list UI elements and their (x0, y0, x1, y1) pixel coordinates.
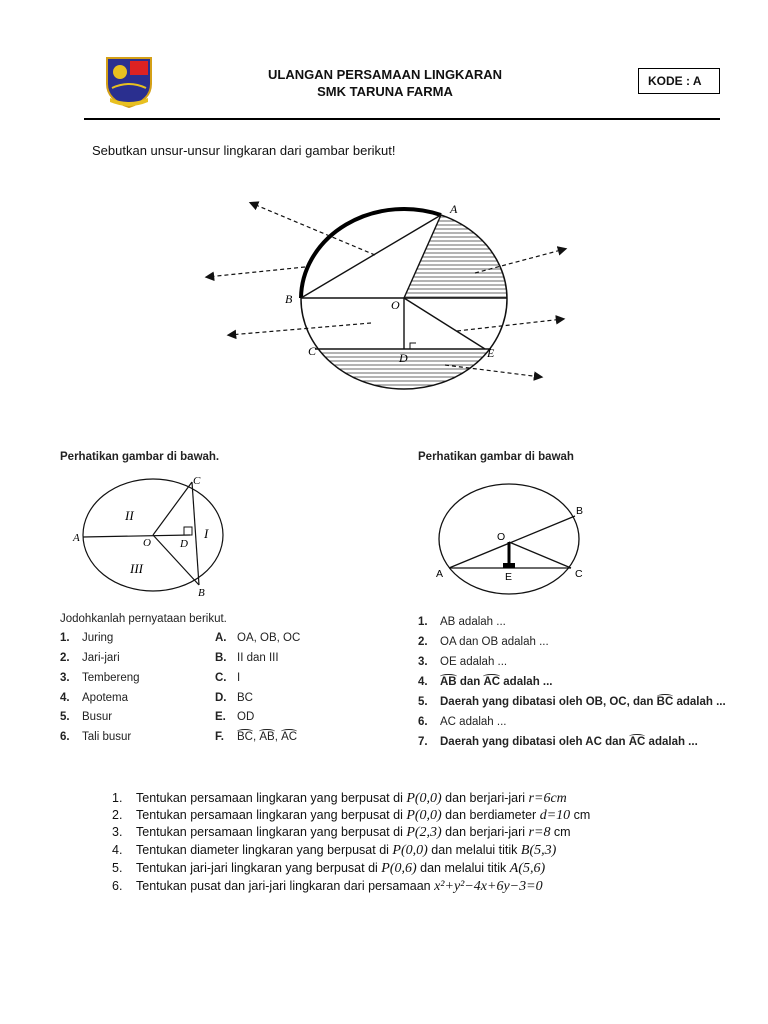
list-item: 1. AB adalah ... (418, 616, 506, 628)
region-label-1: I (204, 526, 209, 541)
list-item: 2. Jari-jari (60, 652, 120, 664)
list-item: 6. AC adalah ... (418, 716, 507, 728)
question-list (112, 790, 672, 900)
label-d: D (399, 351, 408, 365)
section2-instruction: Jodohkanlah pernyataan berikut. (60, 613, 227, 625)
list-item: D. BC (215, 692, 253, 704)
list-item: 6. Tali busur (60, 731, 132, 743)
label-b: B (285, 292, 293, 306)
section3-heading: Perhatikan gambar di bawah (418, 451, 574, 463)
label-b: B (198, 587, 205, 599)
list-item: 1. Juring (60, 632, 114, 644)
region-label-3: III (130, 561, 143, 576)
list-item: 4. AB dan AC adalah ... (418, 676, 553, 688)
question-item: 6. Tentukan pusat dan jari-jari lingkaran dari persamaan x²+y²−4x+6y−3=0 (112, 879, 543, 894)
label-d: D (180, 538, 188, 550)
section1-instruction: Sebutkan unsur-unsur lingkaran dari gambar berikut! (92, 143, 396, 158)
question-item: 1. Tentukan persamaan lingkaran yang berpusat di P(0,0) dan berjari-jari r=6cm (112, 791, 567, 806)
school-logo (104, 54, 154, 110)
exam-title: ULANGAN PERSAMAAN LINGKARAN (268, 67, 502, 82)
question-item: 2. Tentukan persamaan lingkaran yang berpusat di P(0,0) dan berdiameter d=10 cm (112, 808, 591, 823)
list-item: 7. Daerah yang dibatasi oleh AC dan AC adalah ... (418, 736, 698, 748)
list-item: C. I (215, 672, 241, 684)
list-item: 5. Busur (60, 711, 113, 723)
matching-right-list (215, 632, 345, 752)
list-item: 5. Daerah yang dibatasi oleh OB, OC, dan BC adalah ... (418, 696, 726, 708)
header-divider (84, 118, 720, 120)
label-o: O (391, 298, 400, 312)
section3-list (418, 616, 738, 756)
figure-circle-elements (195, 195, 575, 390)
list-item: F. BC, AB, AC (215, 731, 298, 743)
region-label-2: II (125, 508, 134, 523)
figure-segment-circle (425, 470, 595, 605)
list-item: 2. OA dan OB adalah ... (418, 636, 549, 648)
question-item: 3. Tentukan persamaan lingkaran yang berpusat di P(2,3) dan berjari-jari r=8 cm (112, 825, 571, 840)
section2-heading: Perhatikan gambar di bawah. (60, 451, 220, 463)
question-item: 5. Tentukan jari-jari lingkaran yang berpusat di P(0,6) dan melalui titik A(5,6) (112, 861, 546, 876)
list-item: 4. Apotema (60, 692, 129, 704)
school-name: SMK TARUNA FARMA (317, 84, 453, 99)
label-a: A (73, 532, 80, 544)
label-b: B (576, 505, 584, 517)
list-item: A. OA, OB, OC (215, 632, 301, 644)
list-item: B. II dan III (215, 652, 279, 664)
figure-matching-circle (70, 472, 235, 600)
kode-box: KODE : A (638, 68, 720, 94)
label-c: C (308, 344, 317, 358)
label-e: E (505, 571, 513, 583)
label-o: O (497, 531, 506, 543)
label-o: O (143, 537, 151, 549)
label-e: E (487, 346, 495, 360)
list-item: 3. Tembereng (60, 672, 140, 684)
matching-left-list (60, 632, 200, 752)
question-item: 4. Tentukan diameter lingkaran yang berpusat di P(0,0) dan melalui titik B(5,3) (112, 843, 557, 858)
list-item: 3. OE adalah ... (418, 656, 508, 668)
list-item: E. OD (215, 711, 255, 723)
label-a: A (436, 568, 444, 580)
label-a: A (450, 202, 458, 216)
label-c: C (575, 568, 583, 580)
label-c: C (193, 475, 201, 487)
